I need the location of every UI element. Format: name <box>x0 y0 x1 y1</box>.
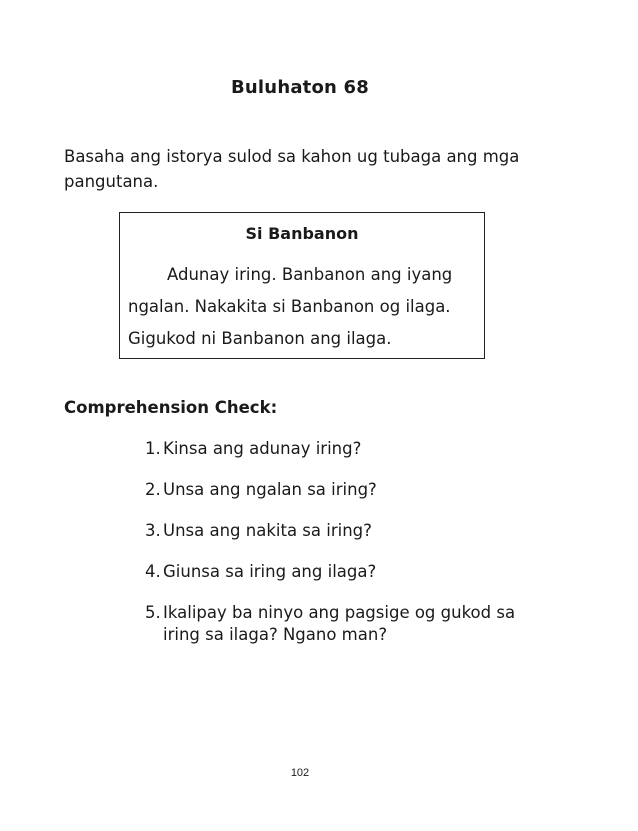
page-number: 102 <box>290 767 310 779</box>
story-line: Gigukod ni Banbanon ang ilaga. <box>128 329 392 348</box>
question-number: 4. <box>145 562 161 581</box>
story-line: Adunay iring. Banbanon ang iyang <box>167 265 453 284</box>
question-item <box>145 438 525 460</box>
story-title: Si Banbanon <box>245 224 359 243</box>
question-number: 3. <box>145 521 161 540</box>
question-item <box>145 479 525 501</box>
question-number: 1. <box>145 439 161 458</box>
question-item <box>145 602 525 646</box>
comprehension-heading: Comprehension Check: <box>64 398 278 417</box>
page-title: Buluhaton 68 <box>231 77 369 98</box>
story-box <box>119 212 485 359</box>
instruction-text: Basaha ang istorya sulod sa kahon ug tubaga ang mga pangutana. <box>64 147 520 191</box>
question-text: Giunsa sa iring ang ilaga? <box>163 562 377 581</box>
story-line: ngalan. Nakakita si Banbanon og ilaga. <box>128 297 451 316</box>
question-item <box>145 561 525 583</box>
question-item <box>145 520 525 542</box>
question-text: Kinsa ang adunay iring? <box>163 439 362 458</box>
question-list <box>145 438 525 665</box>
question-text: Unsa ang nakita sa iring? <box>163 521 372 540</box>
question-text: Ikalipay ba ninyo ang pagsige og gukod sa iring sa ilaga? Ngano man? <box>163 603 516 644</box>
story-text <box>128 259 478 355</box>
question-number: 2. <box>145 480 161 499</box>
question-text: Unsa ang ngalan sa iring? <box>163 480 377 499</box>
question-number: 5. <box>145 603 161 622</box>
